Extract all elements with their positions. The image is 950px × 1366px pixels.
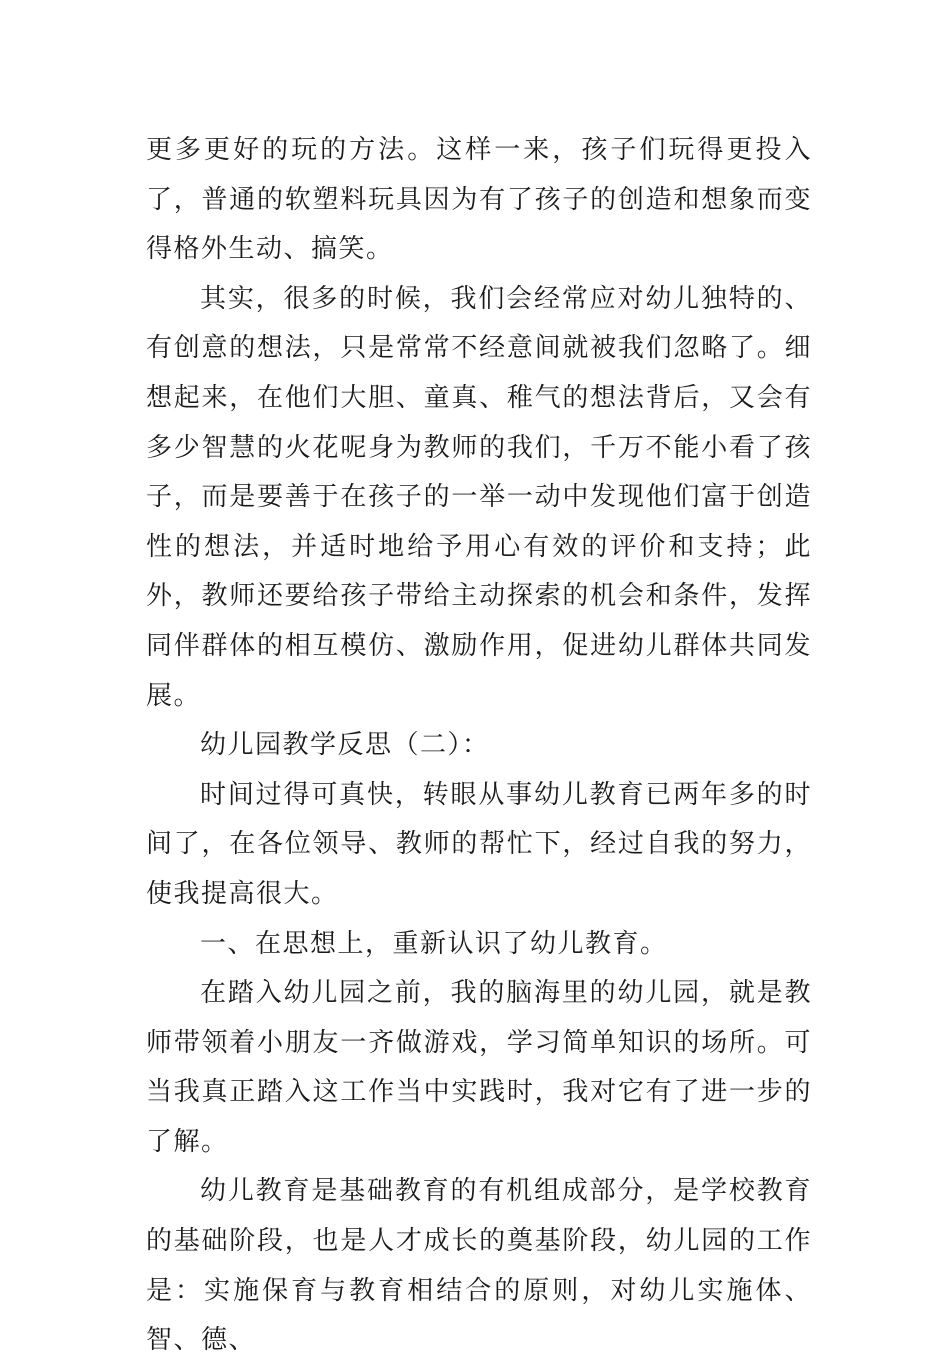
paragraph-intro: 时间过得可真快，转眼从事幼儿教育已两年多的时间了，在各位领导、教师的帮忙下，经过自我的努力，使我提高很大。 (146, 779, 812, 909)
paragraph-reflection: 其实，很多的时候，我们会经常应对幼儿独特的、有创意的想法，只是常常不经意间就被我们忽略了。细想起来，在他们大胆、童真、稚气的想法背后，又会有多少智慧的火花呢身为教师的我们，千万不能小看了孩子，而是要善于在孩子的一举一动中发现他们富于创造性的想法，并适时地给予用心有效的评价和支持；此外，教师还要给孩子带给主动探索的机会和条件，发挥同伴群体的相互模仿、激励作用，促进幼儿群体共同发展。 (146, 283, 812, 711)
document-body (146, 126, 812, 1366)
paragraph-before-kindergarten: 在踏入幼儿园之前，我的脑海里的幼儿园，就是教师带领着小朋友一齐做游戏，学习简单知识的场所。可当我真正踏入这工作当中实践时，我对它有了进一步的了解。 (146, 978, 812, 1157)
paragraph-continuation: 更多更好的玩的方法。这样一来，孩子们玩得更投入了，普通的软塑料玩具因为有了孩子的创造和想象而变得格外生动、搞笑。 (146, 135, 812, 265)
subheading-thought: 一、在思想上，重新认识了幼儿教育。 (200, 928, 668, 959)
paragraph-early-education: 幼儿教育是基础教育的有机组成部分，是学校教育的基础阶段，也是人才成长的奠基阶段，幼儿园的工作是：实施保育与教育相结合的原则，对幼儿实施体、智、德、 (146, 1176, 812, 1356)
section-heading-reflection-two: 幼儿园教学反思（二）： (200, 730, 490, 761)
